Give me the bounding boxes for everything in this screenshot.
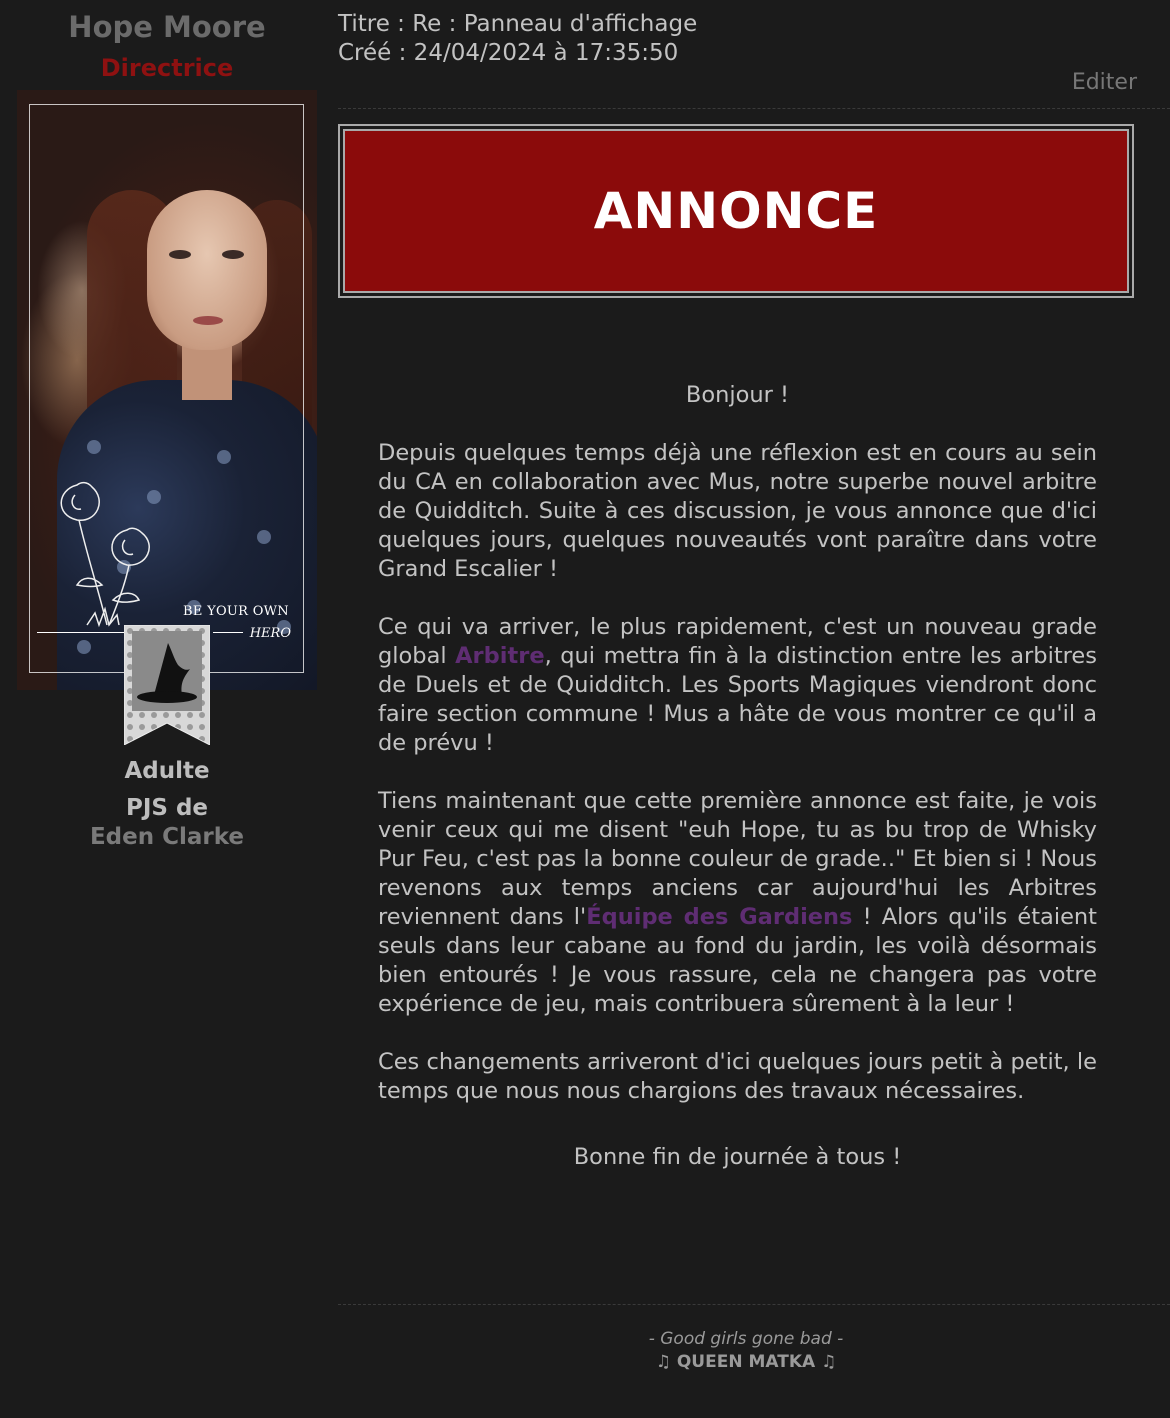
equipe-gardiens-link[interactable]: Équipe des Gardiens bbox=[586, 904, 853, 930]
paragraph-3-start: Tiens maintenant que cette première annonce est faite, je vois venir ceux qui me disent "euh Hope, tu as bu trop de Whisky Pur Feu, c'est pas la bonne couleur de grade.." Et bien si ! Nous revenons aux temps anciens car aujourd'hui les Arbitres reviennent dans l' bbox=[378, 788, 1097, 930]
avatar-frame bbox=[29, 104, 304, 673]
paragraph-2-end: , qui mettra fin à la distinction entre les arbitres de Duels et de Quidditch. Les Sports Magiques viendront donc faire section commune ! Mus a hâte de vous montrer ce qu'il a de prévu ! bbox=[378, 643, 1097, 756]
avatar-divider bbox=[213, 632, 243, 633]
witch-hat-badge-icon bbox=[124, 625, 210, 745]
post-created-date: Créé : 24/04/2024 à 17:35:50 bbox=[338, 40, 679, 66]
signature-line-1: - Good girls gone bad - bbox=[648, 1329, 844, 1349]
paragraph-2 bbox=[378, 613, 1097, 758]
avatar-divider bbox=[37, 632, 127, 633]
arbitre-grade-link[interactable]: Arbitre bbox=[455, 643, 545, 669]
avatar-tagline-top: BE YOUR OWN bbox=[183, 604, 289, 619]
signature-line-2: ♫ QUEEN MATKA ♫ bbox=[655, 1352, 837, 1372]
author-name[interactable]: Hope Moore bbox=[68, 10, 266, 44]
signature bbox=[338, 1328, 1154, 1374]
post-meta bbox=[338, 10, 697, 68]
author-pjs-name[interactable]: Eden Clarke bbox=[89, 824, 245, 850]
author-pjs-label: PJS de bbox=[125, 795, 209, 821]
avatar-tagline-bottom: HERO bbox=[249, 626, 291, 641]
paragraph-3-end: ! Alors qu'ils étaient seuls dans leur cabane au fond du jardin, les voilà désormais bien entourés ! Je vous rassure, cela ne changera pas votre expérience de jeu, mais contribuera sûrement à la leur ! bbox=[378, 904, 1098, 1017]
post-body bbox=[378, 381, 1097, 1172]
paragraph-2-start: Ce qui va arriver, le plus rapidement, c'est un nouveau grade global bbox=[378, 614, 1097, 669]
paragraph-4: Ces changements arriveront d'ici quelques jours petit à petit, le temps que nous nous chargions des travaux nécessaires. bbox=[378, 1049, 1097, 1104]
author-avatar bbox=[17, 90, 317, 690]
greeting: Bonjour ! bbox=[685, 382, 790, 408]
header-divider bbox=[338, 108, 1170, 109]
author-age: Adulte bbox=[124, 758, 210, 784]
signature-divider bbox=[338, 1304, 1170, 1305]
paragraph-1: Depuis quelques temps déjà une réflexion est en cours au sein du CA en collaboration avec Mus, notre superbe nouvel arbitre de Quidditch. Suite à ces discussion, je vous annonce que d'ici quelques jours, quelques nouveautés vont paraître dans votre Grand Escalier ! bbox=[378, 440, 1097, 582]
announce-banner-inner bbox=[343, 129, 1129, 293]
edit-button[interactable]: Editer bbox=[1071, 70, 1137, 95]
paragraph-3 bbox=[378, 787, 1097, 1019]
closing: Bonne fin de journée à tous ! bbox=[573, 1144, 902, 1170]
post-title: Titre : Re : Panneau d'affichage bbox=[338, 11, 698, 37]
announce-title: ANNONCE bbox=[593, 182, 879, 240]
announce-banner bbox=[338, 124, 1134, 298]
author-rank: Directrice bbox=[100, 54, 234, 82]
